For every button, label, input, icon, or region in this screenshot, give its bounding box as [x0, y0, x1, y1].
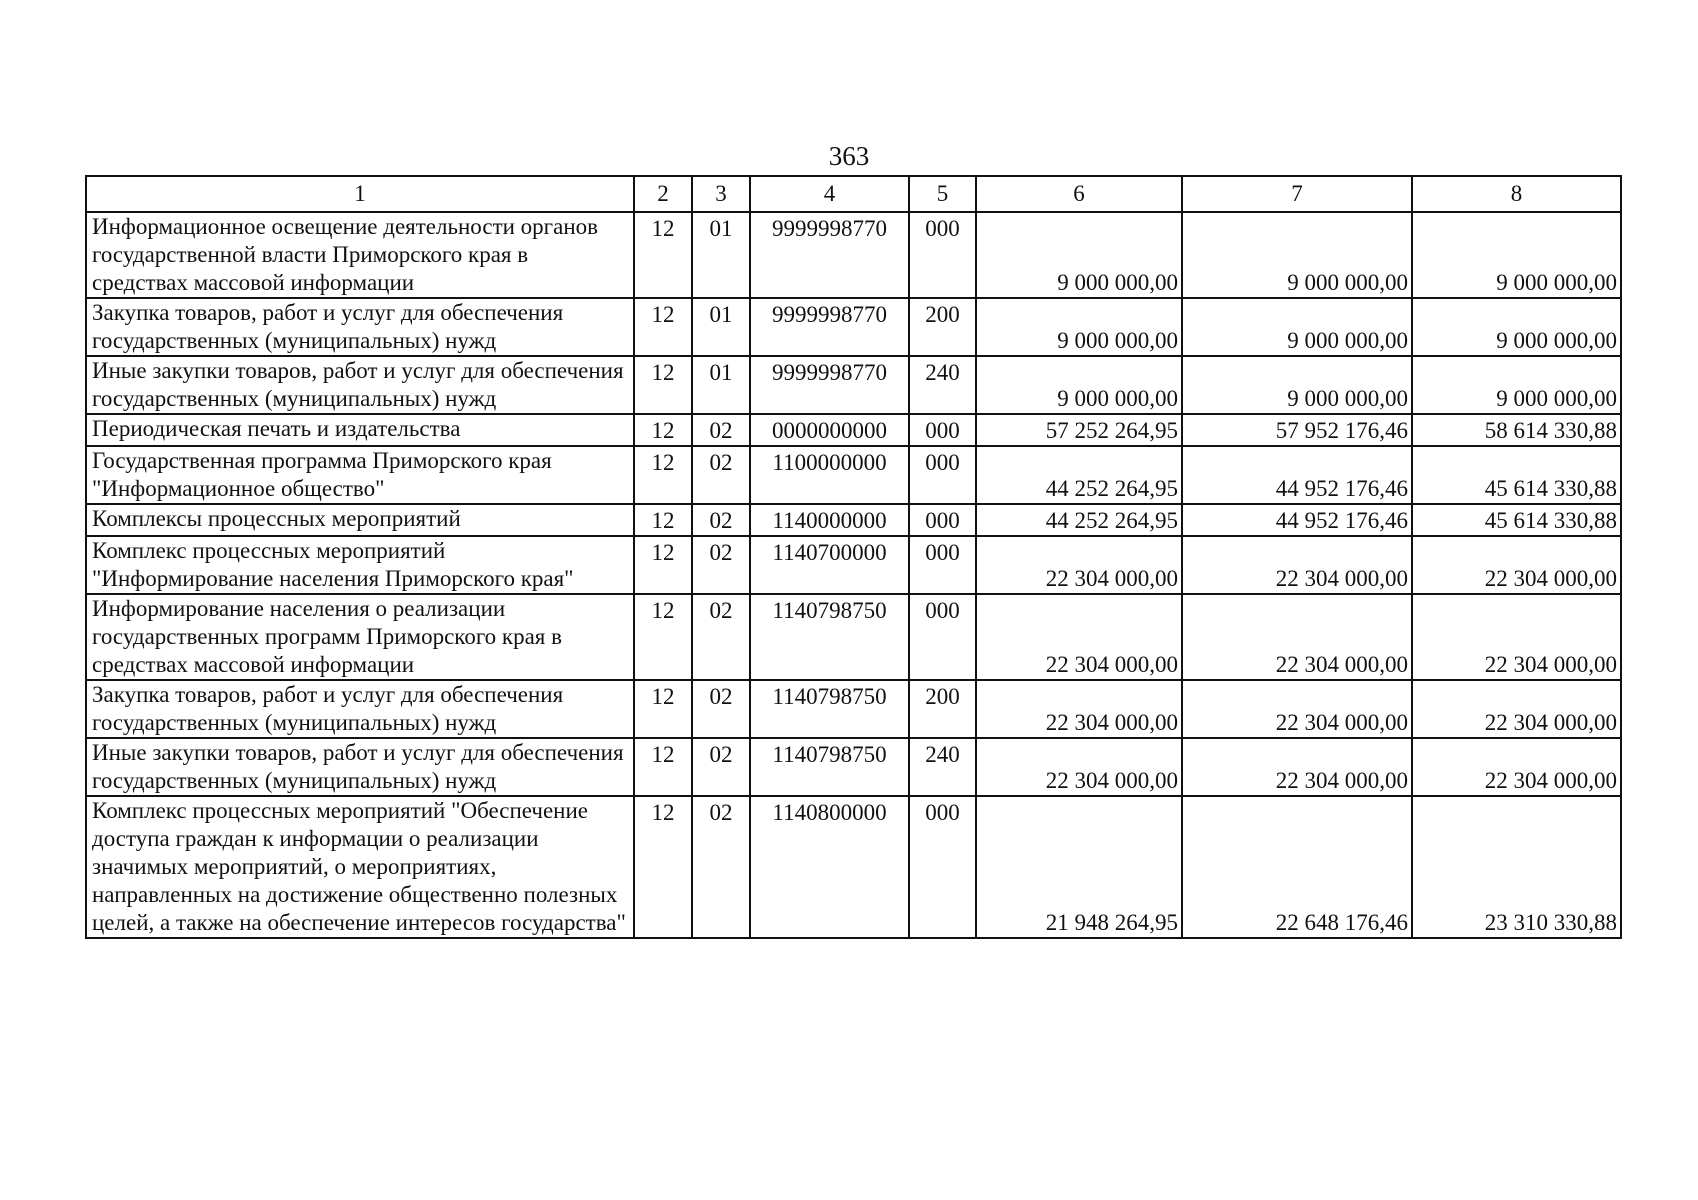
column-number: 3: [692, 176, 750, 212]
table-row: [86, 446, 1621, 504]
table-row: [86, 212, 1621, 298]
section-code: 12: [634, 212, 692, 298]
row-name: Закупка товаров, работ и услуг для обеспечения государственных (муниципальных) нужд: [86, 680, 634, 738]
amount-year-3: 22 304 000,00: [1412, 594, 1621, 680]
subsection-code: 02: [692, 414, 750, 446]
amount-year-2: 22 304 000,00: [1182, 594, 1412, 680]
section-code: 12: [634, 298, 692, 356]
amount-year-3: 22 304 000,00: [1412, 738, 1621, 796]
subsection-code: 02: [692, 796, 750, 938]
expense-type-code: 240: [909, 356, 976, 414]
amount-year-2: 9 000 000,00: [1182, 212, 1412, 298]
amount-year-1: 44 252 264,95: [976, 446, 1182, 504]
table-row: [86, 536, 1621, 594]
amount-year-2: 44 952 176,46: [1182, 504, 1412, 536]
target-article-code: 9999998770: [750, 356, 909, 414]
amount-year-3: 58 614 330,88: [1412, 414, 1621, 446]
amount-year-1: 22 304 000,00: [976, 680, 1182, 738]
target-article-code: 9999998770: [750, 212, 909, 298]
target-article-code: 9999998770: [750, 298, 909, 356]
column-number: 8: [1412, 176, 1621, 212]
amount-year-3: 9 000 000,00: [1412, 212, 1621, 298]
expense-type-code: 000: [909, 796, 976, 938]
expense-type-code: 000: [909, 594, 976, 680]
section-code: 12: [634, 536, 692, 594]
row-name: Иные закупки товаров, работ и услуг для обеспечения государственных (муниципальных) нужд: [86, 356, 634, 414]
target-article-code: 1140800000: [750, 796, 909, 938]
table-row: [86, 298, 1621, 356]
row-name: Периодическая печать и издательства: [86, 414, 634, 446]
budget-table: [85, 175, 1622, 939]
table-row: [86, 680, 1621, 738]
amount-year-3: 45 614 330,88: [1412, 504, 1621, 536]
row-name: Комплекс процессных мероприятий "Информирование населения Приморского края": [86, 536, 634, 594]
row-name: Информационное освещение деятельности органов государственной власти Приморского края в средствах массовой информации: [86, 212, 634, 298]
table-row: [86, 414, 1621, 446]
amount-year-3: 22 304 000,00: [1412, 680, 1621, 738]
amount-year-2: 22 304 000,00: [1182, 738, 1412, 796]
section-code: 12: [634, 414, 692, 446]
section-code: 12: [634, 594, 692, 680]
subsection-code: 02: [692, 446, 750, 504]
target-article-code: 1140798750: [750, 680, 909, 738]
amount-year-3: 23 310 330,88: [1412, 796, 1621, 938]
amount-year-2: 9 000 000,00: [1182, 298, 1412, 356]
table-row: [86, 796, 1621, 938]
amount-year-1: 44 252 264,95: [976, 504, 1182, 536]
target-article-code: 1140798750: [750, 594, 909, 680]
target-article-code: 1140798750: [750, 738, 909, 796]
target-article-code: 1140000000: [750, 504, 909, 536]
amount-year-2: 22 648 176,46: [1182, 796, 1412, 938]
amount-year-2: 22 304 000,00: [1182, 680, 1412, 738]
column-number: 1: [86, 176, 634, 212]
amount-year-3: 9 000 000,00: [1412, 356, 1621, 414]
amount-year-1: 9 000 000,00: [976, 356, 1182, 414]
subsection-code: 01: [692, 212, 750, 298]
row-name: Закупка товаров, работ и услуг для обеспечения государственных (муниципальных) нужд: [86, 298, 634, 356]
amount-year-2: 57 952 176,46: [1182, 414, 1412, 446]
column-number: 2: [634, 176, 692, 212]
subsection-code: 02: [692, 504, 750, 536]
table-body: [86, 176, 1621, 938]
section-code: 12: [634, 738, 692, 796]
section-code: 12: [634, 356, 692, 414]
expense-type-code: 000: [909, 536, 976, 594]
section-code: 12: [634, 504, 692, 536]
table-row: [86, 504, 1621, 536]
row-name: Комплексы процессных мероприятий: [86, 504, 634, 536]
row-name: Комплекс процессных мероприятий "Обеспечение доступа граждан к информации о реализации значимых мероприятий, о мероприятиях, направленных на достижение общественно полезных целей, а также на обеспечение интересов государства": [86, 796, 634, 938]
column-number: 6: [976, 176, 1182, 212]
row-name: Государственная программа Приморского края "Информационное общество": [86, 446, 634, 504]
section-code: 12: [634, 680, 692, 738]
target-article-code: 1100000000: [750, 446, 909, 504]
amount-year-2: 44 952 176,46: [1182, 446, 1412, 504]
amount-year-1: 21 948 264,95: [976, 796, 1182, 938]
amount-year-3: 45 614 330,88: [1412, 446, 1621, 504]
target-article-code: 1140700000: [750, 536, 909, 594]
amount-year-1: 22 304 000,00: [976, 594, 1182, 680]
column-number: 4: [750, 176, 909, 212]
table-row: [86, 594, 1621, 680]
amount-year-3: 9 000 000,00: [1412, 298, 1621, 356]
subsection-code: 01: [692, 298, 750, 356]
target-article-code: 0000000000: [750, 414, 909, 446]
amount-year-1: 22 304 000,00: [976, 536, 1182, 594]
row-name: Информирование населения о реализации государственных программ Приморского края в средствах массовой информации: [86, 594, 634, 680]
amount-year-1: 9 000 000,00: [976, 212, 1182, 298]
expense-type-code: 000: [909, 212, 976, 298]
expense-type-code: 200: [909, 298, 976, 356]
amount-year-1: 22 304 000,00: [976, 738, 1182, 796]
amount-year-1: 9 000 000,00: [976, 298, 1182, 356]
amount-year-3: 22 304 000,00: [1412, 536, 1621, 594]
amount-year-2: 22 304 000,00: [1182, 536, 1412, 594]
subsection-code: 02: [692, 738, 750, 796]
expense-type-code: 200: [909, 680, 976, 738]
column-number-row: [86, 176, 1621, 212]
subsection-code: 02: [692, 594, 750, 680]
section-code: 12: [634, 446, 692, 504]
subsection-code: 02: [692, 536, 750, 594]
table-row: [86, 738, 1621, 796]
column-number: 5: [909, 176, 976, 212]
amount-year-2: 9 000 000,00: [1182, 356, 1412, 414]
expense-type-code: 000: [909, 504, 976, 536]
subsection-code: 02: [692, 680, 750, 738]
row-name: Иные закупки товаров, работ и услуг для обеспечения государственных (муниципальных) нужд: [86, 738, 634, 796]
expense-type-code: 000: [909, 414, 976, 446]
page-number: 363: [828, 141, 870, 171]
column-number: 7: [1182, 176, 1412, 212]
amount-year-1: 57 252 264,95: [976, 414, 1182, 446]
expense-type-code: 240: [909, 738, 976, 796]
table-row: [86, 356, 1621, 414]
subsection-code: 01: [692, 356, 750, 414]
expense-type-code: 000: [909, 446, 976, 504]
section-code: 12: [634, 796, 692, 938]
